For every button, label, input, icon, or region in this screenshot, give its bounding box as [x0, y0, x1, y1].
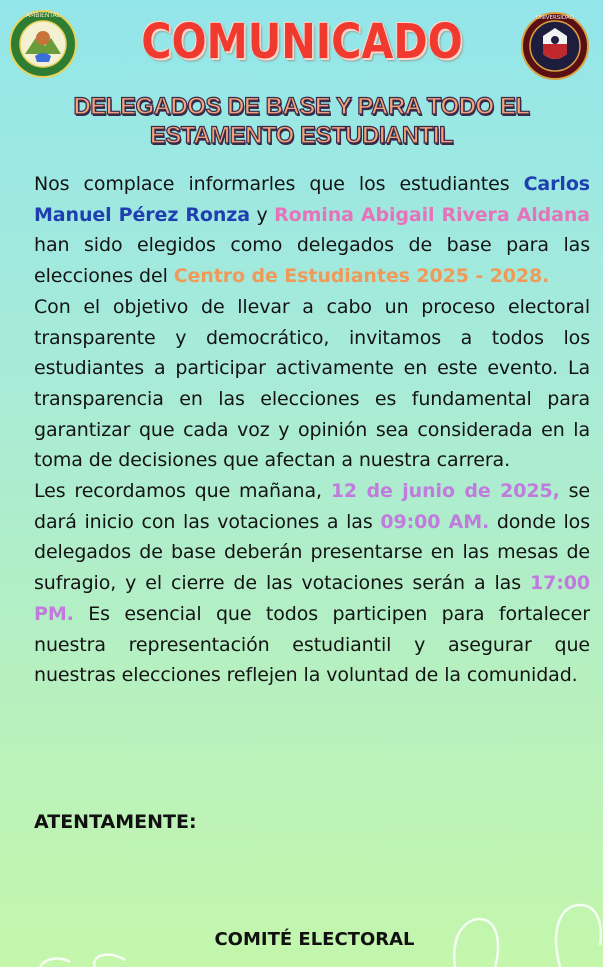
university-seal-icon: [521, 6, 589, 86]
end-time: 17:00 PM.: [34, 572, 590, 625]
delegate-name-1: Carlos Manuel Pérez Ronza: [34, 173, 590, 226]
page-subtitle: [50, 92, 553, 150]
text-span: han sido elegidos como delegados de base para las elecciones del: [34, 234, 590, 288]
svg-text:AMBIENTAL: AMBIENTAL: [25, 12, 61, 19]
svg-text:UNIVERSIDAD: UNIVERSIDAD: [535, 15, 575, 21]
subtitle-line-1: DELEGADOS DE BASE Y PARA TODO EL: [73, 93, 530, 120]
paragraph-objective: Con el objetivo de llevar a cabo un proceso electoral transparente y democrático, invitamos a todos los estudiantes a participar activamente en este evento. La transparencia en las elecciones es fundamental para garantizar que cada voz y opinión sea considerada en la toma de decisiones que afectan a nuestra carrera.: [34, 295, 590, 472]
text-span: y: [249, 203, 275, 226]
text-span: Nos complace informarles que los estudiantes: [34, 173, 524, 195]
election-event: Centro de Estudiantes 2025 - 2028.: [173, 265, 550, 288]
text-span: Les recordamos que mañana,: [34, 480, 331, 503]
closing-salutation: ATENTAMENTE:: [34, 811, 197, 833]
association-seal-icon: [9, 8, 77, 80]
text-span: Es esencial que todos participen para fortalecer nuestra representación estudiantil y asegurar que nuestras elecciones reflejen la voluntad de la comunidad.: [34, 602, 590, 687]
election-date: 12 de junio de 2025,: [330, 480, 560, 503]
paragraph-delegates: [34, 169, 590, 292]
text-span: donde los delegados de base deberán presentarse en las mesas de sufragio, y el cierre de las votaciones serán a las: [34, 510, 590, 595]
delegate-name-2: Romina Abigail Rivera Aldana: [274, 203, 591, 226]
signature-committee: COMITÉ ELECTORAL: [214, 929, 415, 950]
text-span: se dará inicio con las votaciones a las: [34, 480, 590, 533]
start-time: 09:00 AM.: [380, 510, 490, 533]
page-title: COMUNICADO: [141, 14, 463, 70]
paragraph-schedule: [34, 476, 590, 691]
subtitle-line-2: ESTAMENTO ESTUDIANTIL: [149, 122, 454, 149]
announcement-body: [34, 169, 590, 691]
